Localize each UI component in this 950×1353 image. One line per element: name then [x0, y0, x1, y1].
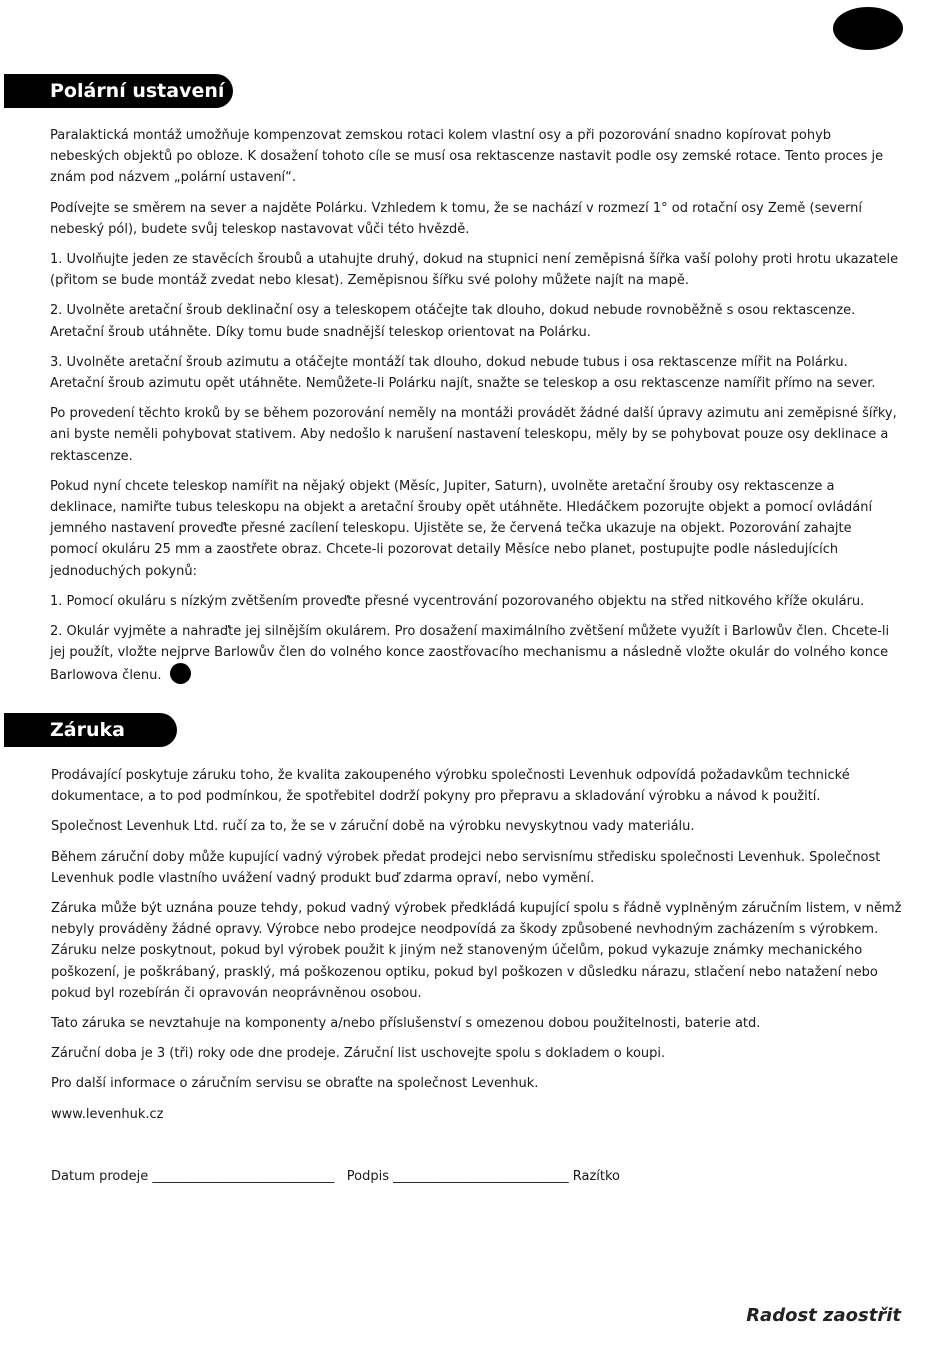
paragraph-with-dot — [50, 621, 903, 687]
paragraph: Podívejte se směrem na sever a najděte Polárku. Vzhledem k tomu, že se nachází v rozmezí 1° od rotační osy Země (severní nebeský pól), budete svůj teleskop nastavovat vůči této hvězdě. — [50, 200, 863, 237]
bullet-dot-icon — [170, 663, 191, 684]
polar-alignment-text — [50, 125, 903, 696]
paragraph: Tato záruka se nevztahuje na komponenty a/nebo příslušenství s omezenou dobou použitelnosti, baterie atd. — [51, 1016, 761, 1032]
website-link: www.levenhuk.cz — [51, 1106, 164, 1122]
paragraph: Prodávající poskytuje záruku toho, že kvalita zakoupeného výrobku společnosti Levenhuk odpovídá požadavkům technické dokumentace, a to pod podmínkou, že spotřebitel dodrží pokyny pro přepravu a skladování výrobku a návod k použití. — [51, 768, 850, 805]
paragraph: Společnost Levenhuk Ltd. ručí za to, že se v záruční době na výrobku nevyskytnou vady materiálu. — [51, 819, 695, 835]
paragraph: Po provedení těchto kroků by se během pozorování neměly na montáži provádět žádné další úpravy azimutu ani zeměpisné šířky, ani byste neměli pohybovat stativem. Aby nedošlo k narušení nastavení teleskopu, měly by se pohybovat pouze osy deklinace a rektascenze. — [50, 406, 897, 464]
paragraph: Během záruční doby může kupující vadný výrobek předat prodejci nebo servisnímu středisku společnosti Levenhuk. Společnost Levenhuk podle vlastního uvážení vadný produkt buď zdarma opraví, nebo vymění. — [51, 849, 881, 886]
paragraph: 1. Uvolňujte jeden ze stavěcích šroubů a utahujte druhý, dokud na stupnici není zeměpisná šířka vaší polohy proti hrotu ukazatele (přitom se bude montáž zvedat nebo klesat). Zeměpisnou šířku své polohy můžete najít na mapě. — [50, 252, 899, 289]
signature-line: Datum prodeje ____________________________ Podpis ___________________________ Razítko — [51, 1169, 621, 1184]
paragraph: 1. Pomocí okuláru s nízkým zvětšením proveďte přesné vycentrování pozorovaného objektu na střed nitkového kříže okuláru. — [50, 593, 865, 609]
paragraph: Pokud nyní chcete teleskop namířit na nějaký objekt (Měsíc, Jupiter, Saturn), uvolněte aretační šrouby osy rektascenze a deklinace, namiřte tubus teleskopu na objekt a aretační šrouby opět utáhněte. Hledáčkem pozorujte objekt a pomocí ovládání jemného nastavení proveďte přesné zacílení teleskopu. Ujistěte se, že červená tečka ukazuje na objekt. Pozorování zahajte pomocí okuláru 25 mm a zaostřete obraz. Chcete-li pozorovat detaily Měsíce nebo planet, postupujte podle následujících jednoduchých pokynů: — [50, 478, 873, 579]
paragraph: Paralaktická montáž umožňuje kompenzovat zemskou rotaci kolem vlastní osy a při pozorování snadno kopírovat pohyb nebeských objektů po obloze. K dosažení tohoto cíle se musí osa rektascenze nastavit podle osy zemské rotace. Tento proces je znám pod názvem „polární ustavení“. — [50, 128, 884, 186]
paragraph-text: 2. Okulár vyjměte a nahraďte jej silnějším okulárem. Pro dosažení maximálního zvětšení můžete využít i Barlowův člen. Chcete-li jej použít, vložte nejprve Barlowův člen do volného konce zaostřovacího mechanismu a následně vložte okulár do volného konce Barlowova členu. — [50, 624, 890, 684]
paragraph: 3. Uvolněte aretační šroub azimutu a otáčejte montáží tak dlouho, dokud nebude tubus i osa rektascenze mířit na Polárku. Aretační šroub azimutu opět utáhněte. Nemůžete-li Polárku najít, snažte se teleskop a osu rektascenze namířit přímo na sever. — [50, 354, 876, 392]
paragraph: Pro další informace o záručním servisu se obraťte na společnost Levenhuk. — [51, 1076, 539, 1092]
section-title-warranty: Záruka — [4, 713, 177, 747]
corner-tab-marker — [833, 7, 903, 50]
paragraph: Záruka může být uznána pouze tehdy, pokud vadný výrobek předkládá kupující spolu s řádně vyplněným záručním listem, v němž nebyly prováděny žádné opravy. Výrobce nebo prodejce neodpovídá za škody způsobené nevhodným zacházením s výrobkem. Záruku nelze poskytnout, pokud byl výrobek použit k jiným než stanoveným účelům, pokud vykazuje známky mechanického poškození, je poškrábaný, prasklý, má poškozenou optiku, pokud byl poškozen v důsledku nárazu, stlačení nebo natažení nebo pokud byl rozebírán či opravován neoprávněnou osobou. — [51, 901, 902, 1001]
paragraph: 2. Uvolněte aretační šroub deklinační osy a teleskopem otáčejte tak dlouho, dokud nebude rovnoběžně s osou rektascenze. Aretační šroub utáhněte. Díky tomu bude snadnější teleskop orientovat na Polárku. — [50, 303, 856, 340]
section-title-polar-alignment: Polární ustavení — [4, 74, 233, 108]
footer-tagline: Radost zaostřit — [746, 1305, 901, 1326]
warranty-text — [51, 765, 904, 1134]
paragraph: Záruční doba je 3 (tři) roky ode dne prodeje. Záruční list uschovejte spolu s dokladem o koupi. — [51, 1046, 666, 1062]
